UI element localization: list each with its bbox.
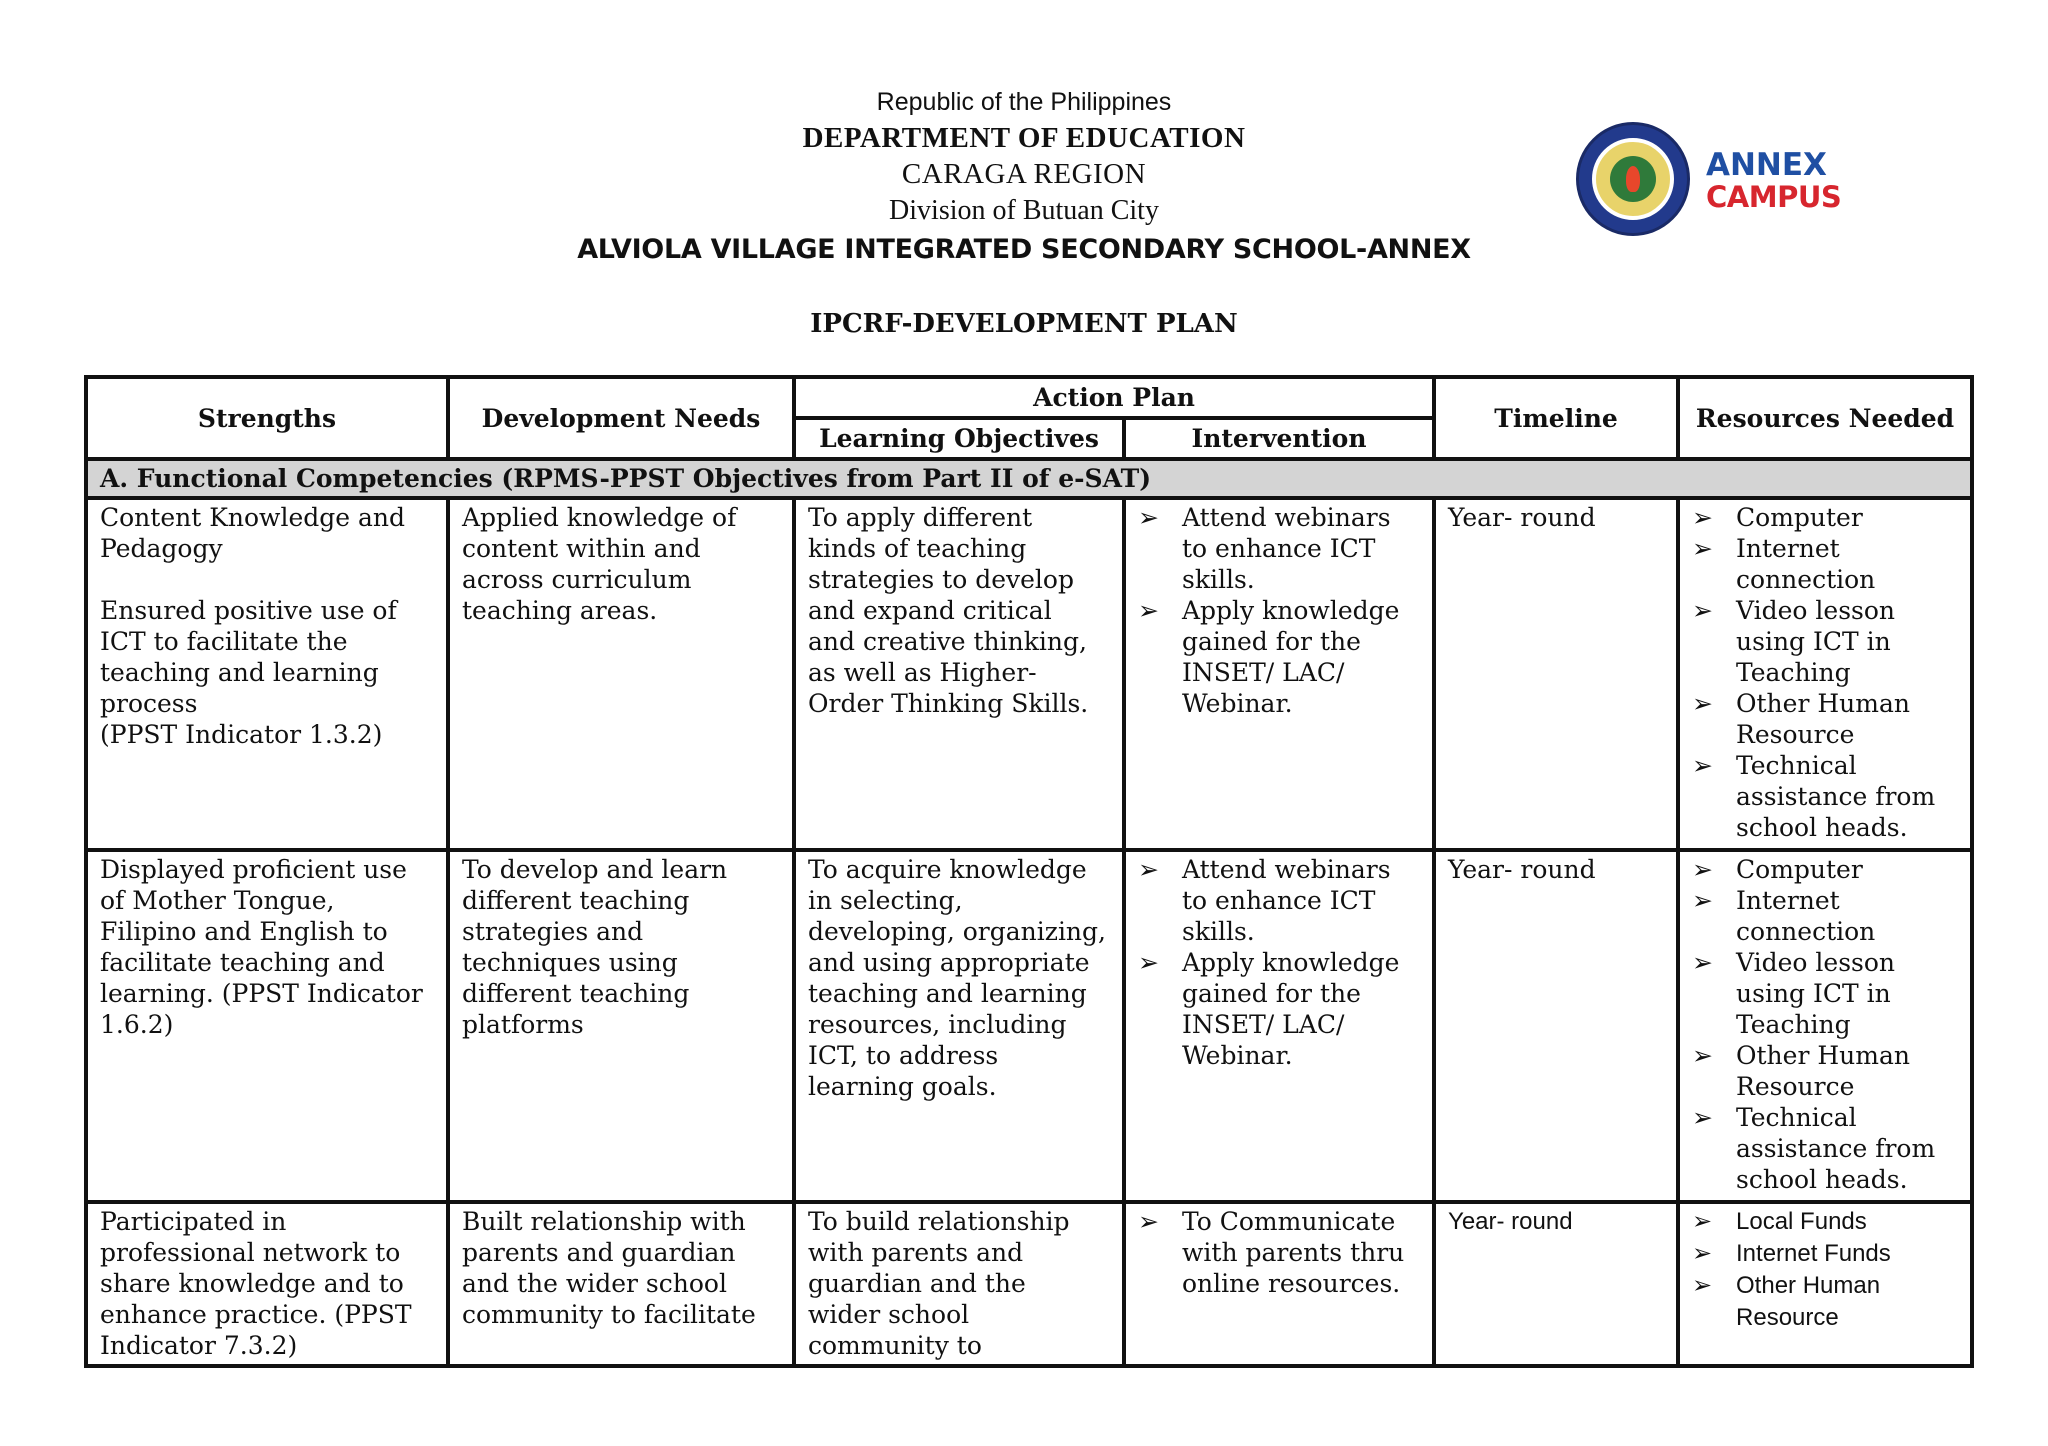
list-item (1692, 885, 1960, 947)
cell-intervention (1124, 850, 1434, 1202)
list-item-text: Internet connection (1736, 534, 1876, 594)
cell-resources (1678, 1202, 1972, 1366)
arrow-bullet-icon: ➢ (1692, 855, 1713, 884)
section-functional-competencies: A. Functional Competencies (RPMS-PPST Objectives from Part II of e-SAT) (86, 459, 1972, 498)
cell-resources (1678, 850, 1972, 1202)
list-item (1692, 688, 1960, 750)
arrow-bullet-icon: ➢ (1692, 1041, 1713, 1070)
cell-timeline: Year- round (1434, 498, 1678, 850)
arrow-bullet-icon: ➢ (1692, 948, 1713, 977)
header-intervention: Intervention (1124, 418, 1434, 459)
header-division: Division of Butuan City (889, 195, 1159, 226)
list-item (1692, 595, 1960, 688)
header-republic: Republic of the Philippines (876, 88, 1172, 116)
arrow-bullet-icon: ➢ (1692, 1272, 1713, 1299)
header-timeline: Timeline (1434, 377, 1678, 459)
list-item-text: Video lesson using ICT in Teaching (1736, 948, 1896, 1039)
development-plan-table (84, 375, 1974, 1368)
list-item-text: Apply knowledge gained for the INSET/ LAC/ Webinar. (1182, 596, 1400, 718)
cell-timeline: Year- round (1434, 1202, 1678, 1366)
arrow-bullet-icon: ➢ (1692, 689, 1713, 718)
list-item-text: Computer (1736, 855, 1863, 884)
cell-intervention (1124, 498, 1434, 850)
list-item-text: Video lesson using ICT in Teaching (1736, 596, 1896, 687)
annex-campus-logo (1706, 147, 1842, 216)
arrow-bullet-icon: ➢ (1692, 596, 1713, 625)
list-item (1138, 502, 1422, 595)
list-item-text: Attend webinars to enhance ICT skills. (1182, 855, 1391, 946)
list-item-text: To Communicate with parents thru online resources. (1182, 1207, 1405, 1298)
cell-development-needs: Built relationship with parents and guardian and the wider school community to facilitate (448, 1202, 794, 1366)
list-item-text: Internet connection (1736, 886, 1876, 946)
school-seal-icon (1576, 122, 1690, 236)
list-item-text: Computer (1736, 503, 1863, 532)
header-resources-needed: Resources Needed (1678, 377, 1972, 459)
table-row (86, 498, 1972, 850)
annex-logo-line2: CAMPUS (1706, 180, 1842, 214)
arrow-bullet-icon: ➢ (1692, 1240, 1713, 1267)
arrow-bullet-icon: ➢ (1138, 503, 1159, 532)
cell-strengths: Participated in professional network to share knowledge and to enhance practice. (PPST Indicator 7.3.2) (86, 1202, 448, 1366)
header-development-needs: Development Needs (448, 377, 794, 459)
arrow-bullet-icon: ➢ (1692, 751, 1713, 780)
list-item (1692, 1238, 1960, 1270)
list-item-text: Other Human Resource (1736, 1272, 1881, 1331)
list-item (1138, 854, 1422, 947)
list-item (1692, 1206, 1960, 1238)
header-school: ALVIOLA VILLAGE INTEGRATED SECONDARY SCHOOL-ANNEX (577, 234, 1471, 265)
list-item-text: Internet Funds (1736, 1240, 1891, 1267)
header-learning-objectives: Learning Objectives (794, 418, 1124, 459)
header-strengths: Strengths (86, 377, 448, 459)
list-item (1692, 947, 1960, 1040)
list-item (1138, 947, 1422, 1071)
arrow-bullet-icon: ➢ (1138, 855, 1159, 884)
list-item-text: Apply knowledge gained for the INSET/ LAC/ Webinar. (1182, 948, 1400, 1070)
list-item (1692, 1270, 1960, 1334)
cell-learning-objectives: To build relationship with parents and guardian and the wider school community to (794, 1202, 1124, 1366)
arrow-bullet-icon: ➢ (1692, 886, 1713, 915)
arrow-bullet-icon: ➢ (1692, 503, 1713, 532)
cell-development-needs: To develop and learn different teaching strategies and techniques using different teaching platforms (448, 850, 794, 1202)
table-row (86, 1202, 1972, 1366)
list-item (1138, 1206, 1422, 1299)
list-item (1692, 502, 1960, 533)
list-item (1692, 533, 1960, 595)
list-item (1692, 750, 1960, 843)
page-title: IPCRF-DEVELOPMENT PLAN (810, 309, 1238, 339)
arrow-bullet-icon: ➢ (1692, 1208, 1713, 1235)
cell-intervention (1124, 1202, 1434, 1366)
cell-strengths: Displayed proficient use of Mother Tongue, Filipino and English to facilitate teaching and learning. (PPST Indicator 1.6.2) (86, 850, 448, 1202)
list-item-text: Other Human Resource (1736, 1041, 1910, 1101)
arrow-bullet-icon: ➢ (1138, 1207, 1159, 1236)
arrow-bullet-icon: ➢ (1138, 596, 1159, 625)
cell-development-needs: Applied knowledge of content within and across curriculum teaching areas. (448, 498, 794, 850)
header-department: DEPARTMENT OF EDUCATION (802, 122, 1246, 154)
arrow-bullet-icon: ➢ (1138, 948, 1159, 977)
annex-logo-line1: ANNEX (1706, 147, 1827, 183)
list-item-text: Technical assistance from school heads. (1736, 751, 1936, 842)
list-item-text: Attend webinars to enhance ICT skills. (1182, 503, 1391, 594)
list-item (1692, 1102, 1960, 1195)
list-item-text: Other Human Resource (1736, 689, 1910, 749)
list-item (1692, 1040, 1960, 1102)
cell-learning-objectives: To apply different kinds of teaching strategies to develop and expand critical and creative thinking, as well as Higher- Order Thinking Skills. (794, 498, 1124, 850)
cell-strengths: Content Knowledge and Pedagogy Ensured positive use of ICT to facilitate the teaching and learning process (PPST Indicator 1.3.2) (86, 498, 448, 850)
list-item-text: Technical assistance from school heads. (1736, 1103, 1936, 1194)
cell-learning-objectives: To acquire knowledge in selecting, developing, organizing, and using appropriate teaching and learning resources, including ICT, to address learning goals. (794, 850, 1124, 1202)
arrow-bullet-icon: ➢ (1692, 1103, 1713, 1132)
header-action-plan: Action Plan (794, 377, 1434, 418)
cell-timeline: Year- round (1434, 850, 1678, 1202)
table-row (86, 850, 1972, 1202)
list-item (1138, 595, 1422, 719)
list-item (1692, 854, 1960, 885)
header-region: CARAGA REGION (901, 158, 1147, 190)
arrow-bullet-icon: ➢ (1692, 534, 1713, 563)
cell-resources (1678, 498, 1972, 850)
list-item-text: Local Funds (1736, 1208, 1867, 1235)
